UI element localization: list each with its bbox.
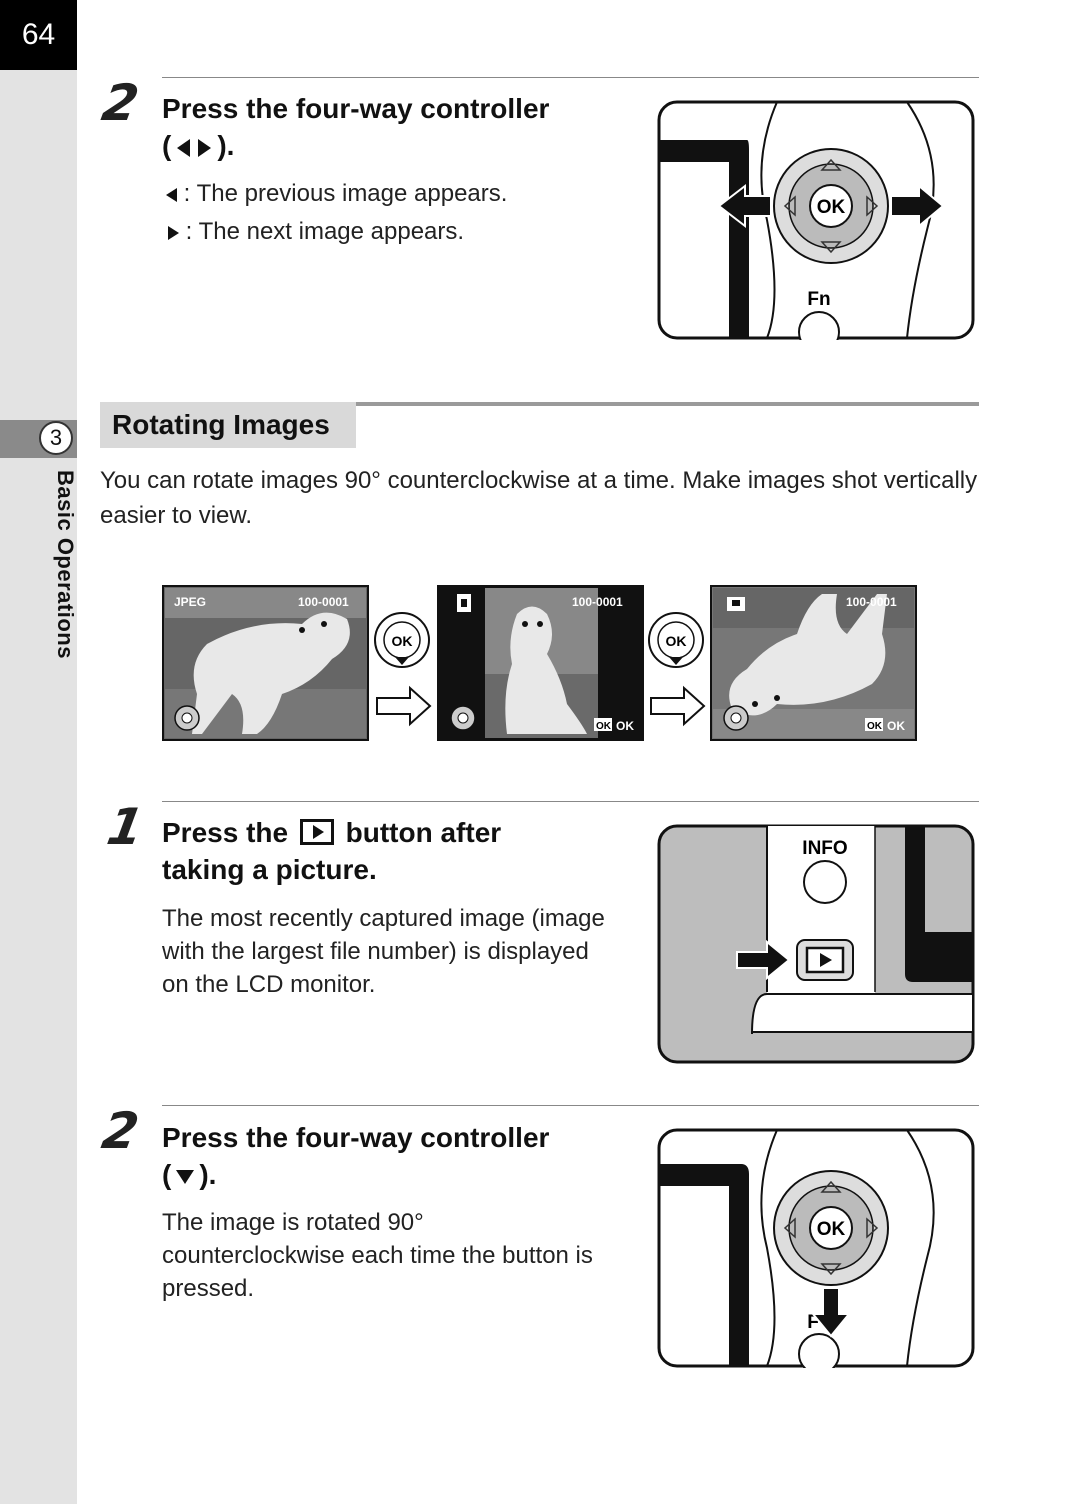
list-item: : The previous image appears.	[166, 177, 507, 210]
step-list	[166, 177, 507, 248]
left-arrow-icon	[166, 188, 177, 202]
left-arrow-icon	[177, 139, 190, 157]
sidebar	[0, 0, 77, 1504]
step-number: 1	[102, 798, 148, 856]
step-divider	[162, 1105, 979, 1106]
list-item: : The next image appears.	[166, 215, 507, 248]
jpeg-label: JPEG	[174, 595, 207, 609]
lcd-screen-rotated-180	[711, 586, 916, 740]
step-number: 2	[97, 1102, 143, 1160]
svg-text:OK: OK	[867, 721, 882, 732]
four-way-controller-down-illustration	[657, 1128, 975, 1368]
info-button-label: INFO	[802, 838, 848, 859]
step-number: 2	[97, 74, 143, 132]
step-title	[162, 90, 549, 164]
rotation-sequence-illustration	[162, 584, 918, 744]
step-title-line1: Press the four-way controller	[162, 93, 550, 124]
next-arrow-icon	[651, 688, 704, 724]
svg-text:OK: OK	[616, 719, 634, 733]
svg-text:OK: OK	[391, 633, 413, 649]
file-number: 100-0001	[572, 595, 623, 609]
step-divider	[162, 801, 979, 802]
ok-button-label: OK	[816, 197, 846, 218]
step-title: Press the four-way controller ( ).	[162, 1122, 550, 1190]
ok-press-indicator	[649, 613, 704, 724]
fn-button-label: F	[807, 1312, 819, 1333]
four-way-controller-illustration	[657, 100, 975, 340]
page-number: 64	[0, 0, 77, 70]
step-title-line2: ( ).	[162, 130, 235, 161]
chapter-number: 3	[39, 421, 73, 455]
svg-text:OK: OK	[665, 633, 687, 649]
step-title: Press the button after taking a picture.	[162, 817, 502, 885]
file-number: 100-0001	[298, 595, 349, 609]
right-arrow-icon	[198, 139, 211, 157]
step-divider	[162, 77, 979, 78]
svg-text:OK: OK	[596, 721, 611, 732]
step-body: The most recently captured image (image with the largest file number) is displayed on the LCD monitor.	[162, 905, 605, 998]
down-arrow-icon	[176, 1170, 194, 1184]
lcd-screen-rotated-90	[438, 586, 643, 740]
section-intro: You can rotate images 90° counterclockwise at a time. Make images shot vertically easier to view.	[100, 467, 978, 529]
playback-button-icon	[300, 819, 334, 845]
chapter-label: Basic Operations	[53, 470, 78, 659]
svg-text:OK: OK	[887, 719, 905, 733]
step-body: The image is rotated 90° counterclockwise each time the button is pressed.	[162, 1209, 593, 1302]
next-arrow-icon	[377, 688, 430, 724]
section-title: Rotating Images	[100, 402, 356, 448]
right-arrow-icon	[168, 226, 179, 240]
ok-button-label: OK	[816, 1219, 846, 1240]
ok-press-indicator	[375, 613, 430, 724]
lcd-screen-original	[163, 586, 368, 740]
fn-button-label: Fn	[807, 289, 831, 310]
file-number: 100-0001	[846, 595, 897, 609]
playback-button-illustration	[657, 824, 975, 1064]
